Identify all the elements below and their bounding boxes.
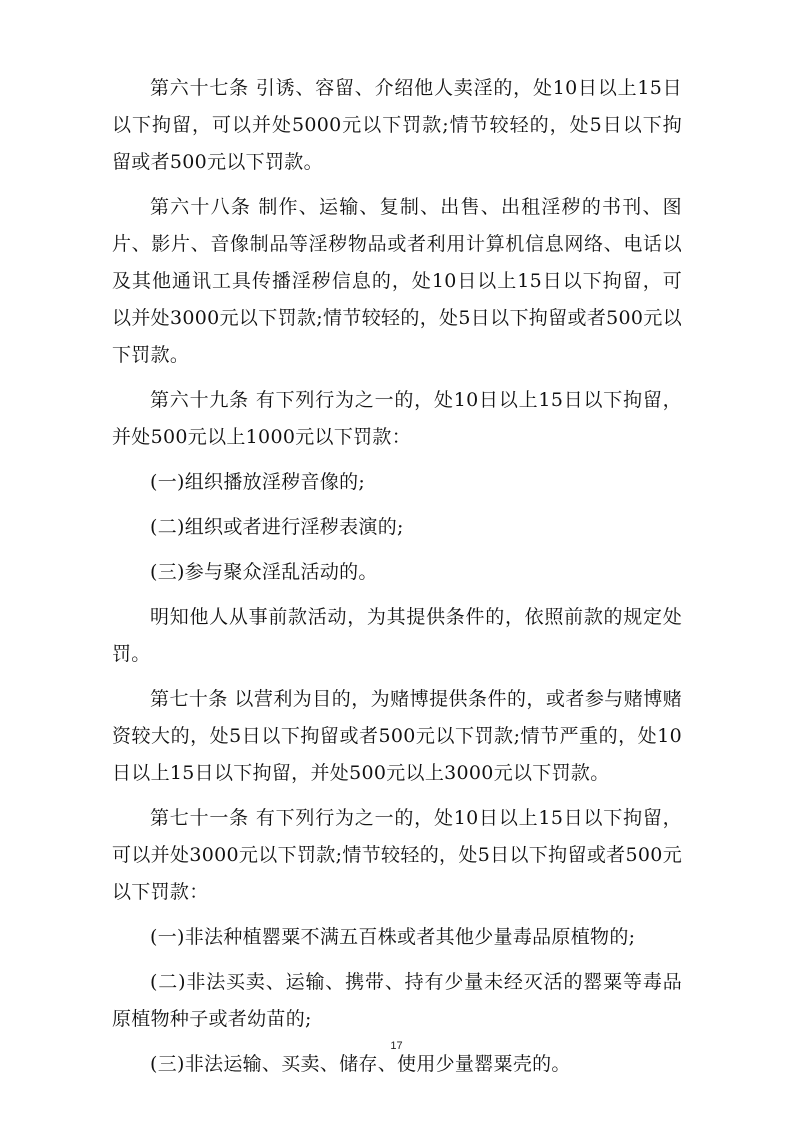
article-70-paragraph: 第七十条 以营利为目的，为赌博提供条件的，或者参与赌博赌资较大的，处5日以下拘留或者500元以下罚款;情节严重的，处10日以上15日以下拘留，并处500元以上3000元以下罚款。 [112, 688, 682, 784]
article-67-paragraph: 第六十七条 引诱、容留、介绍他人卖淫的，处10日以上15日以下拘留，可以并处5000元以下罚款;情节较轻的，处5日以下拘留或者500元以下罚款。 [112, 77, 682, 173]
article-69-item-3: (三)参与聚众淫乱活动的。 [150, 561, 378, 583]
page-number: 17 [390, 1040, 403, 1052]
article-69-paragraph: 第六十九条 有下列行为之一的，处10日以上15日以下拘留，并处500元以上1000元以下罚款： [112, 389, 682, 448]
article-71-item-3: (三)非法运输、买卖、储存、使用少量罂粟壳的。 [150, 1053, 571, 1075]
document-body [112, 70, 682, 1091]
article-68-paragraph: 第六十八条 制作、运输、复制、出售、出租淫秽的书刊、图片、影片、音像制品等淫秽物品或者利用计算机信息网络、电话以及其他通讯工具传播淫秽信息的，处10日以上15日以下拘留，可以并处3000元以下罚款;情节较轻的，处5日以下拘留或者500元以下罚款。 [112, 196, 682, 366]
article-71-item-2: (二)非法买卖、运输、携带、持有少量未经灭活的罂粟等毒品原植物种子或者幼苗的; [112, 971, 682, 1030]
article-69-supplement: 明知他人从事前款活动，为其提供条件的，依照前款的规定处罚。 [112, 606, 682, 665]
article-71-item-1: (一)非法种植罂粟不满五百株或者其他少量毒品原植物的; [150, 926, 636, 948]
article-69-item-1: (一)组织播放淫秽音像的; [150, 471, 366, 493]
article-69-item-2: (二)组织或者进行淫秽表演的; [150, 516, 404, 538]
article-71-paragraph: 第七十一条 有下列行为之一的，处10日以上15日以下拘留，可以并处3000元以下罚款;情节较轻的，处5日以下拘留或者500元以下罚款： [112, 807, 682, 903]
